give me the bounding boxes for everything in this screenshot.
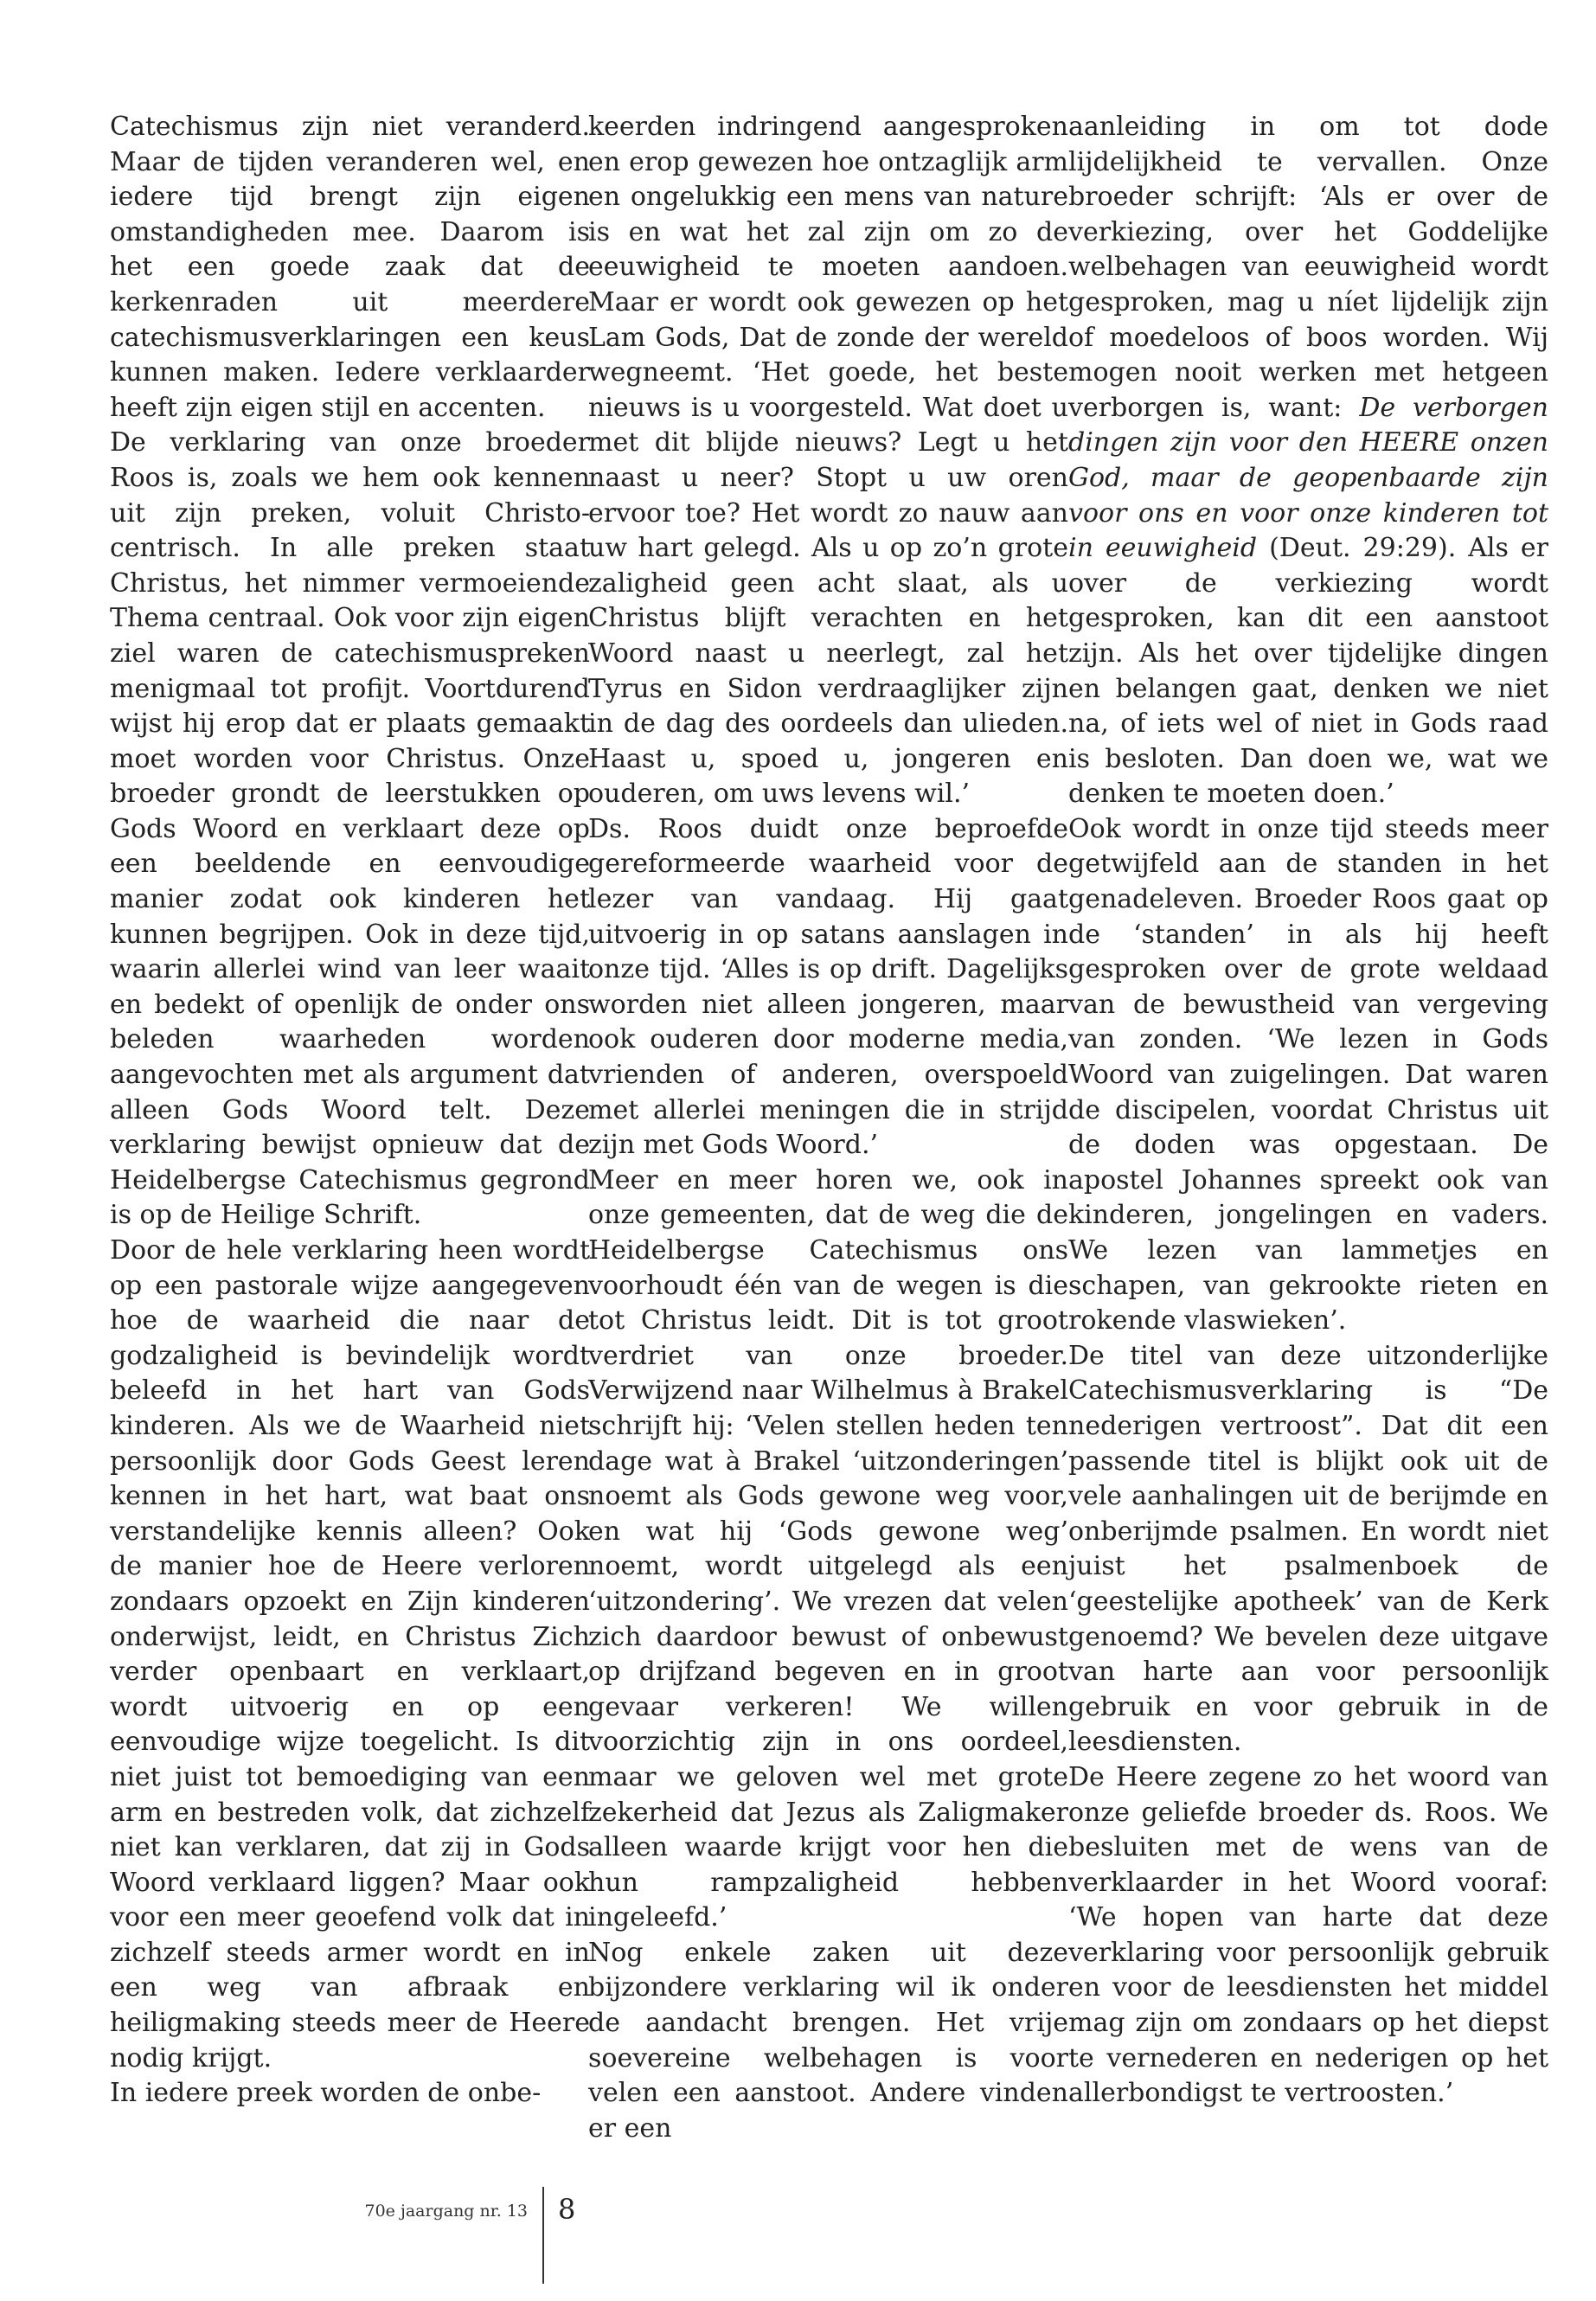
page-number: 8	[558, 2193, 576, 2226]
paragraph	[1068, 110, 1548, 812]
text-column-3	[1068, 110, 1548, 2112]
paragraph: Ook wordt in onze tijd steeds meer getwijfeld aan de standen in het genadeleven. Broeder Roos gaat op de ‘standen’ in als hij heeft gesproken over de grote weldaad van de bewustheid van vergeving van zonden. ‘We lezen in Gods Woord van zuigelingen. Dat waren de discipelen, voordat Christus uit de doden was opgestaan. De apostel Johannes spreekt ook van kinderen, jongelingen en vaders. We lezen van lammetjes en schapen, van gekrookte rieten en rokende vlaswieken’.	[1068, 813, 1548, 1336]
paragraph: De titel van deze uitzonderlijke Catechismusverklaring is “De nederigen vertroost”. Dat dit een passende titel is blijkt ook uit de vele aanhalingen uit de berijmde en onberijmde psalmen. En wordt niet juist het psalmenboek de ‘geestelijke apotheek’ van de Kerk genoemd? We bevelen deze uitgave van harte aan voor persoonlijk gebruik en voor gebruik in de leesdiensten.	[1068, 1340, 1548, 1758]
paragraph-text: aanleiding in om tot dode lijdelijkheid te vervallen. Onze broeder schrijft: ‘Als er over de verkiezing, over het Goddelijke welbehagen van eeuwigheid wordt gesproken, mag u níet lijdelijk zijn of moedeloos of boos worden. Wij mogen nooit werken met hetgeen verborgen is, want:	[1068, 112, 1548, 423]
paragraph: De Heere zegene zo het woord van onze geliefde broeder ds. Roos. We besluiten met de wens van de verklaarder in het Woord vooraf: ‘We hopen van harte dat deze verklaring voor persoonlijk gebruik en voor de leesdiensten het middel mag zijn om zondaars op het diepst te vernederen en nederigen op het allerbondigst te vertroosten.’	[1068, 1761, 1548, 2109]
paragraph: Meer en meer horen we, ook in onze gemeenten, dat de weg die de Heidelbergse Catechismus ons voorhoudt één van de wegen is die tot Christus leidt. Dit is tot groot verdriet van onze broeder. Verwijzend naar Wilhelmus à Brakel schrijft hij: ‘Velen stellen heden ten dage wat à Brakel ‘uitzonderingen’ noemt als Gods gewone weg voor, en wat hij ‘Gods gewone weg’ noemt, wordt uitgelegd als een ‘uitzondering’. We vrezen dat velen zich daardoor bewust of onbewust op drijfzand begeven en in groot gevaar verkeren! We willen voorzichtig zijn in ons oordeel, maar we geloven wel met grote zekerheid dat Jezus als Zaligmaker alleen waarde krijgt voor hen die hun rampzaligheid hebben ingeleefd.’	[588, 1164, 1068, 1933]
footer-issue: 70e jaargang nr. 13	[364, 2202, 528, 2221]
paragraph: De verklaring van onze broeder Roos is, zoals we hem ook kennen uit zijn preken, voluit Christo-centrisch. In alle preken staat Christus, het nimmer vermoeiende Thema centraal. Ook voor zijn eigen ziel waren de catechismuspreken menigmaal tot profijt. Voortdurend wijst hij erop dat er plaats gemaakt moet worden voor Christus. Onze broeder grondt de leerstukken op Gods Woord en verklaart deze op een beeldende en eenvoudige manier zodat ook kinderen het kunnen begrijpen. Ook in deze tijd, waarin allerlei wind van leer waait en bedekt of openlijk de onder ons beleden waarheden worden aangevochten met als argument dat alleen Gods Woord telt. Deze verklaring bewijst opnieuw dat de Heidelbergse Catechismus gegrond is op de Heilige Schrift.	[110, 427, 590, 1231]
paragraph: Nog enkele zaken uit deze bijzondere verklaring wil ik onder de aandacht brengen. Het vrije soevereine welbehagen is voor velen een aanstoot. Andere vinden er een	[588, 1937, 1068, 2144]
scripture-quote: De verborgen dingen zijn voor den HEERE onzen God, maar de geopenbaarde zijn voor ons en voor onze kinderen tot in eeuwigheid	[1068, 392, 1548, 564]
footer-divider	[542, 2187, 544, 2284]
paragraph: Ds. Roos duidt onze beproefde gereformeerde waarheid voor de lezer van vandaag. Hij gaat uitvoerig in op satans aanslagen in onze tijd. ‘Alles is op drift. Dagelijks worden niet alleen jongeren, maar ook ouderen door moderne media, vrienden of anderen, overspoeld met allerlei meningen die in strijd zijn met Gods Woord.’	[588, 813, 1068, 1161]
paragraph: Door de hele verklaring heen wordt op een pastorale wijze aangegeven hoe de waarheid die naar de godzaligheid is bevindelijk wordt beleefd in het hart van Gods kinderen. Als we de Waarheid niet persoonlijk door Gods Geest leren kennen in het hart, wat baat ons verstandelijke kennis alleen? Ook de manier hoe de Heere verloren zondaars opzoekt en Zijn kinderen onderwijst, leidt, en Christus Zich verder openbaart en verklaart, wordt uitvoerig en op een eenvoudige wijze toegelicht. Is dit niet juist tot bemoediging van een arm en bestreden volk, dat zichzelf niet kan verklaren, dat zij in Gods Woord verklaard liggen? Maar ook voor een meer geoefend volk dat in zichzelf steeds armer wordt en in een weg van afbraak en heiligmaking steeds meer de Heere nodig krijgt.	[110, 1235, 590, 2073]
paragraph: In iedere preek worden de onbe-	[110, 2078, 542, 2109]
text-column-1	[110, 110, 590, 2112]
paragraph: keerden indringend aangesproken en erop gewezen hoe ontzaglijk arm en ongelukkig een mens van nature is en wat het zal zijn om zo de eeuwigheid te moeten aandoen. Maar er wordt ook gewezen op het Lam Gods, Dat de zonde der wereld wegneemt. ‘Het goede, het beste nieuws is u voorgesteld. Wat doet u met dit blijde nieuws? Legt u het naast u neer? Stopt u uw oren ervoor toe? Het wordt zo nauw aan uw hart gelegd. Als u op zo’n grote zaligheid geen acht slaat, als u Christus blijft verachten en het Woord naast u neerlegt, zal het Tyrus en Sidon verdraaglijker zijn in de dag des oordeels dan ulieden. Haast u, spoed u, jongeren en ouderen, om uws levens wil.’	[588, 112, 1068, 810]
paragraph-text: (Deut. 29:29). Als er over de verkiezing wordt gesproken, kan dit een aanstoot zijn. Als het over tijdelijke dingen en belangen gaat, denken we niet na, of iets wel of niet in Gods raad is besloten. Dan doen we, wat we denken te moeten doen.’	[1068, 533, 1548, 810]
paragraph: Catechismus zijn niet veranderd. Maar de tijden veranderen wel, en iedere tijd brengt zijn eigen omstandigheden mee. Daarom is het een goede zaak dat de kerkenraden uit meerdere catechismusverklaringen een keus kunnen maken. Iedere verklaarder heeft zijn eigen stijl en accenten.	[110, 112, 590, 423]
text-column-2	[588, 110, 1068, 2146]
